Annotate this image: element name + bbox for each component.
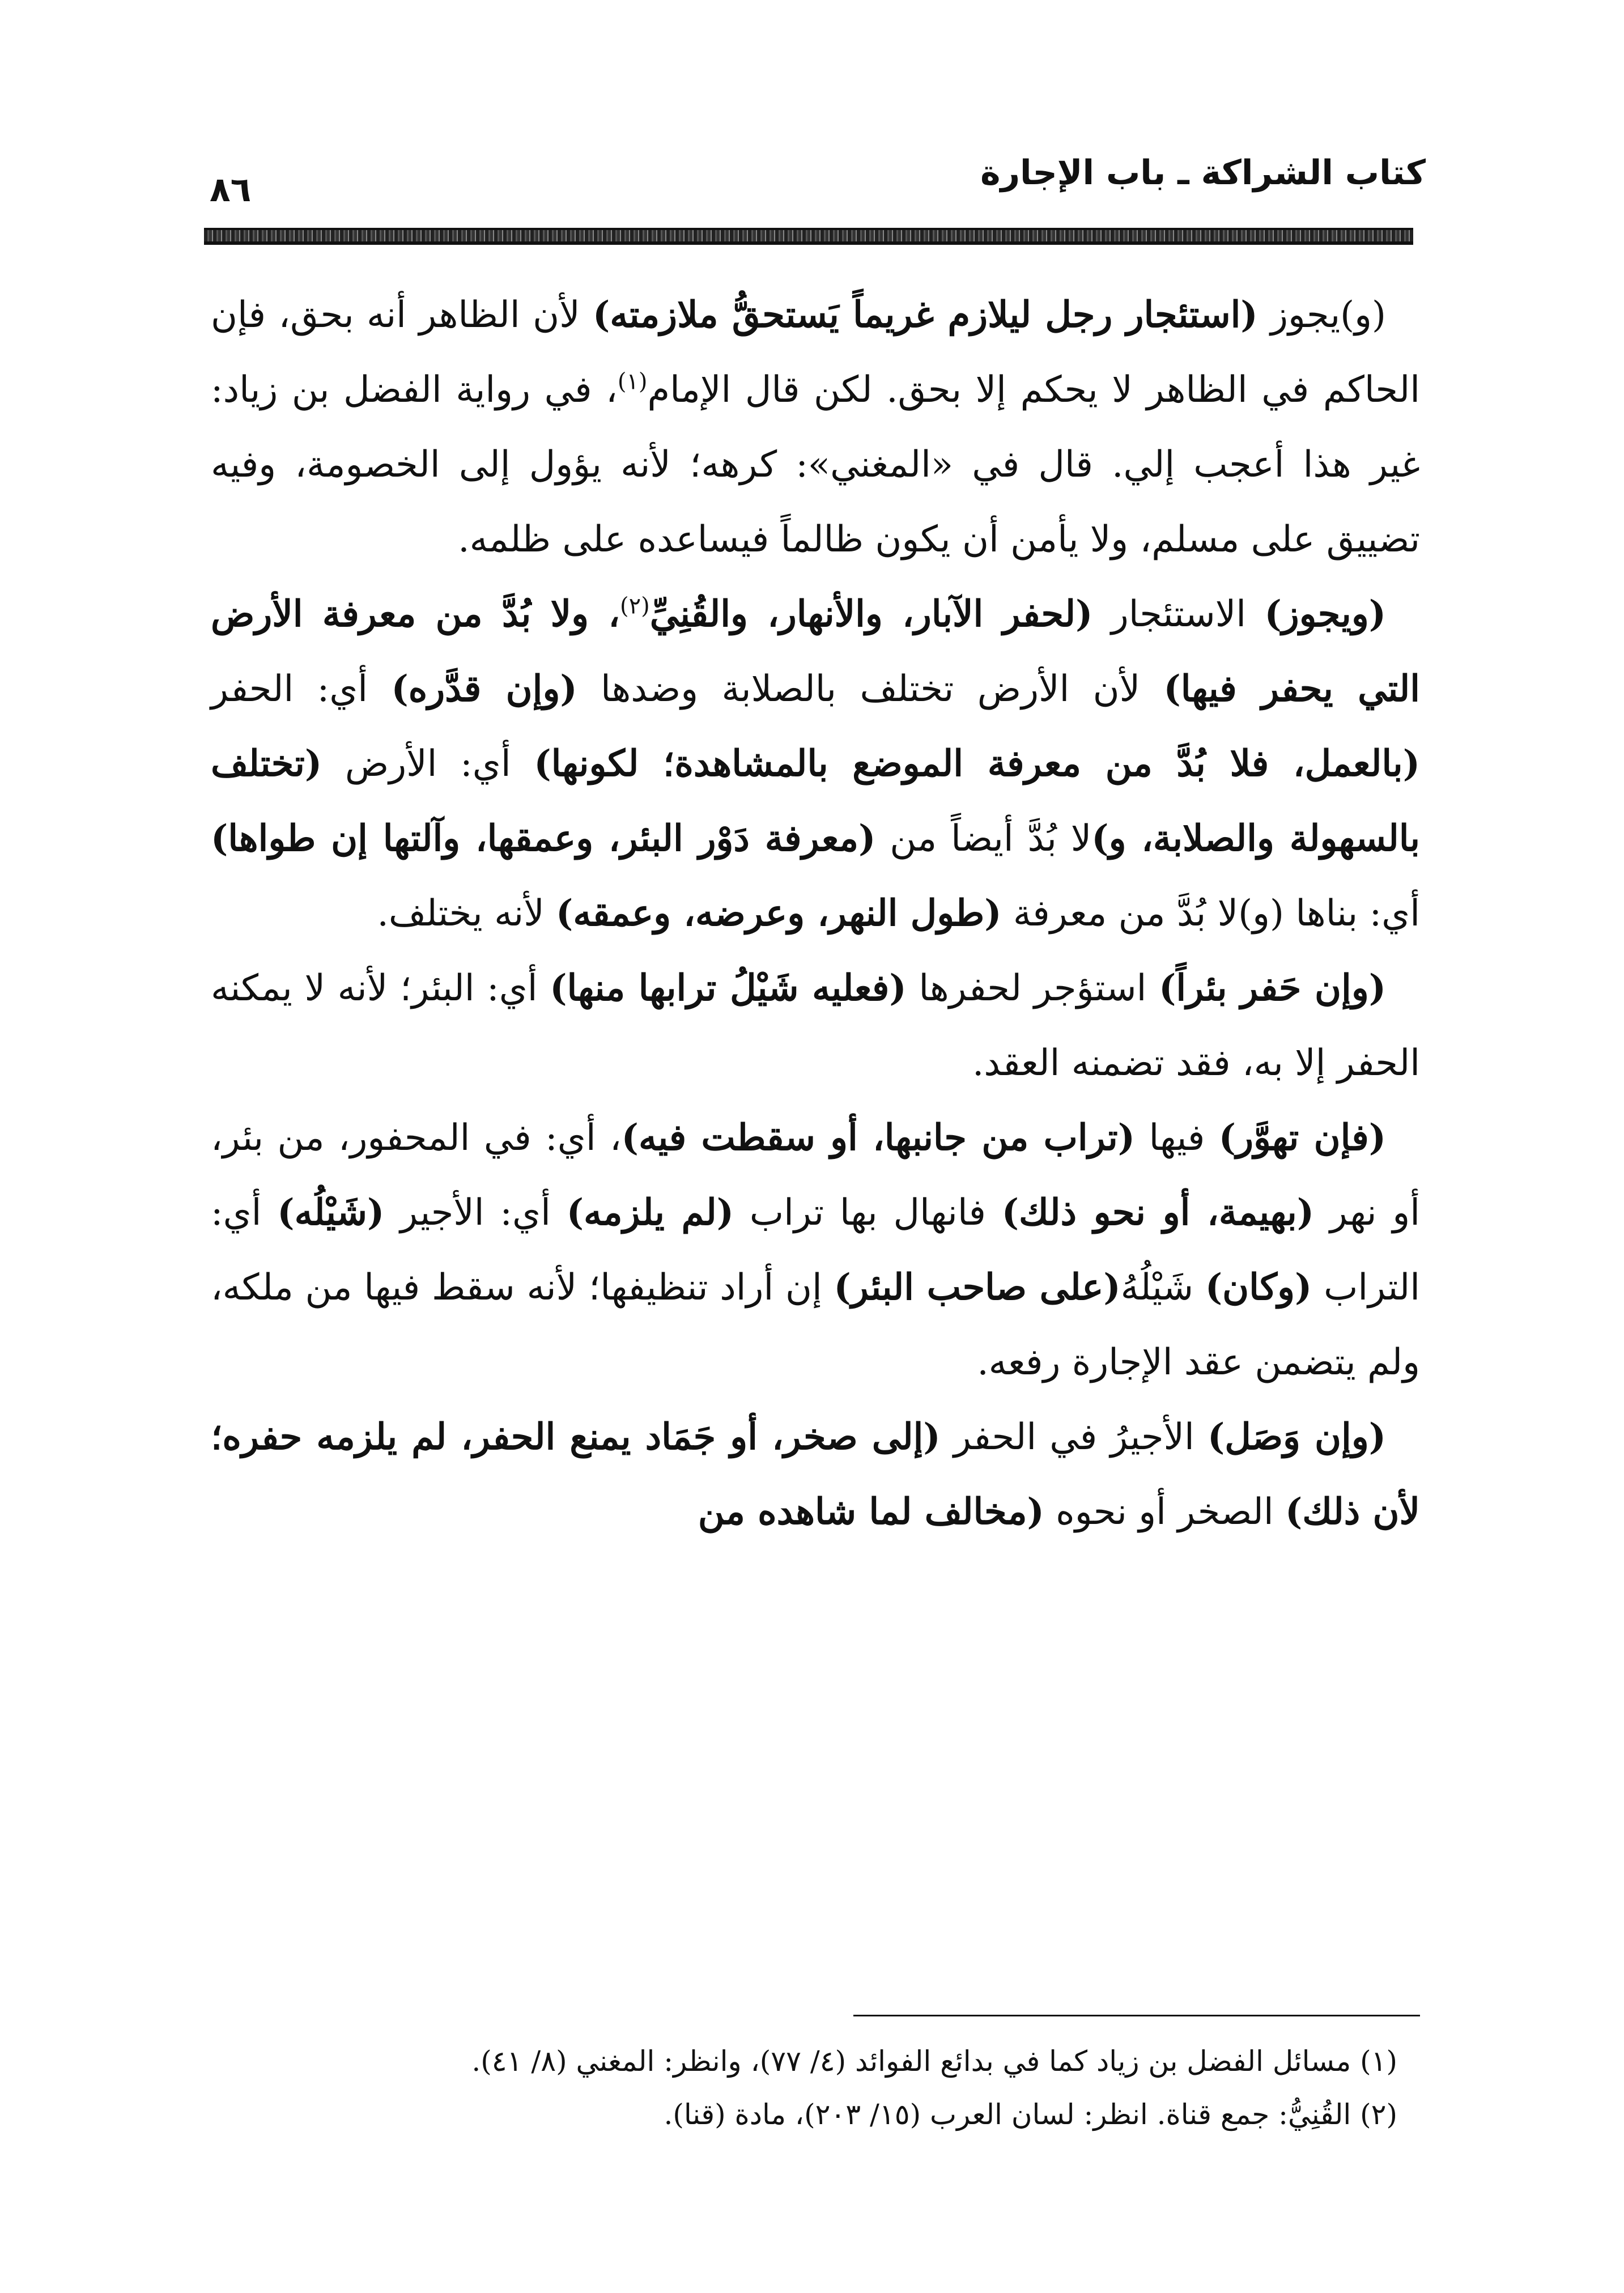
footnote-2: (٢) القُنِيُّ: جمع قناة. انظر: لسان العرب (١٥/ ٢٠٣)، مادة (قنا). <box>664 2098 1397 2131</box>
text-span: أي: الحفر <box>211 668 392 710</box>
text-span: شَيْلُهُ <box>1120 1267 1205 1309</box>
matn-span: (وكان) <box>1205 1266 1312 1309</box>
text-span: فانهال بها تراب <box>734 1192 1002 1234</box>
matn-span: (لحفر الآبار، والأنهار، والقُنِيِّ <box>649 593 1093 635</box>
matn-span: (إلى صخر، أو جَمَاد يمنع الحفر، لم يلزمه حفره؛ لأن ذلك) <box>211 1416 1420 1533</box>
matn-span: (ويجوز) <box>1264 593 1387 635</box>
text-span: الاستئجار <box>1092 593 1265 635</box>
matn-span: (فإن تهوَّر) <box>1218 1116 1387 1159</box>
text-span: أي: الأجير <box>384 1192 567 1234</box>
paragraph-2 <box>211 577 1420 951</box>
running-header-title: كتاب الشراكة ـ باب الإجارة <box>980 153 1426 193</box>
footnote-separator <box>853 2015 1420 2016</box>
matn-span: (معرفة دَوْر البئر، وعمقها، وآلتها إن طواها) <box>211 817 876 860</box>
matn-span: ، ولا بُدَّ من معرفة الأرض التي يحفر فيها) <box>211 593 1421 710</box>
matn-span: (على صاحب البئر) <box>834 1266 1121 1309</box>
paragraph-1 <box>211 278 1420 577</box>
paragraph-5 <box>211 1400 1420 1549</box>
matn-span: (طول النهر، وعرضه، وعمقه) <box>556 892 1002 935</box>
paragraph-4 <box>211 1101 1420 1400</box>
matn-span: (وإن حَفر بئراً) <box>1159 967 1387 1009</box>
text-span: ، أي: في المحفور، من بئر، أو نهر <box>211 1117 1421 1234</box>
matn-span: (تختلف بالسهولة والصلابة، و) <box>211 742 1420 860</box>
main-text <box>211 278 1420 1549</box>
text-span: فيها <box>1135 1117 1219 1159</box>
text-span: إن أراد تنظيفها؛ لأنه سقط فيها من ملكه، ولم يتضمن عقد الإجارة رفعه. <box>211 1267 1420 1383</box>
matn-span: (بالعمل، فلا بُدَّ من معرفة الموضع بالمشاهدة؛ لكونها) <box>534 742 1421 785</box>
text-span: (و)يجوز <box>1257 294 1387 336</box>
matn-span: (وإن قدَّره) <box>391 668 577 710</box>
footnote-1: (١) مسائل الفضل بن زياد كما في بدائع الفوائد (٤/ ٧٧)، وانظر: المغني (٨/ ٤١). <box>471 2045 1397 2078</box>
footnote-ref-1: (١) <box>617 368 648 395</box>
matn-span: (لم يلزمه) <box>566 1191 734 1234</box>
text-span: أي: الأرض <box>322 743 534 785</box>
matn-span: (استئجار رجل ليلازم غريماً يَستحقُّ ملازمته) <box>592 294 1258 336</box>
text-span: الصخر أو نحوه <box>1044 1491 1285 1533</box>
footnote-ref-2: (٢) <box>620 593 650 619</box>
page-number: ٨٦ <box>210 170 252 210</box>
header-rule <box>204 228 1413 245</box>
matn-span: (بهيمة، أو نحو ذلك) <box>1001 1191 1315 1234</box>
text-span: استؤجر لحفرها <box>906 967 1159 1009</box>
text-span: أي: البئر؛ لأنه لا يمكنه الحفر إلا به، فقد تضمنه العقد. <box>211 967 1420 1084</box>
text-span: لا بُدَّ أيضاً من <box>875 818 1092 860</box>
matn-span: (تراب من جانبها، أو سقطت فيه) <box>621 1116 1136 1159</box>
text-span: أي: بناها (و)لا بُدَّ من معرفة <box>1001 893 1420 935</box>
text-span: لأن الأرض تختلف بالصلابة وضدها <box>577 668 1164 710</box>
matn-span: (شَيْلُه) <box>277 1191 385 1234</box>
paragraph-3 <box>211 951 1420 1101</box>
matn-span: (وإن وَصَل) <box>1207 1416 1387 1458</box>
text-span: الأجيرُ في الحفر <box>940 1416 1208 1458</box>
text-span: أي: التراب <box>211 1192 1421 1309</box>
text-span: لأنه يختلف. <box>377 893 556 935</box>
text-span: ، في رواية الفضل بن زياد: غير هذا أعجب إلي. قال في «المغني»: كرهه؛ لأنه يؤول إلى الخصومة، وفيه تضييق على مسلم، ولا يأمن أن يكون ظالماً فيساعده على ظلمه. <box>211 369 1420 560</box>
footnotes <box>211 2035 1397 2141</box>
matn-span: (فعليه شَيْلُ ترابها منها) <box>550 967 907 1009</box>
matn-span: (مخالف لما شاهده من <box>698 1491 1044 1533</box>
text-span: لأن الظاهر أنه بحق، فإن الحاكم في الظاهر لا يحكم إلا بحق. لكن قال الإمام <box>211 294 1421 411</box>
